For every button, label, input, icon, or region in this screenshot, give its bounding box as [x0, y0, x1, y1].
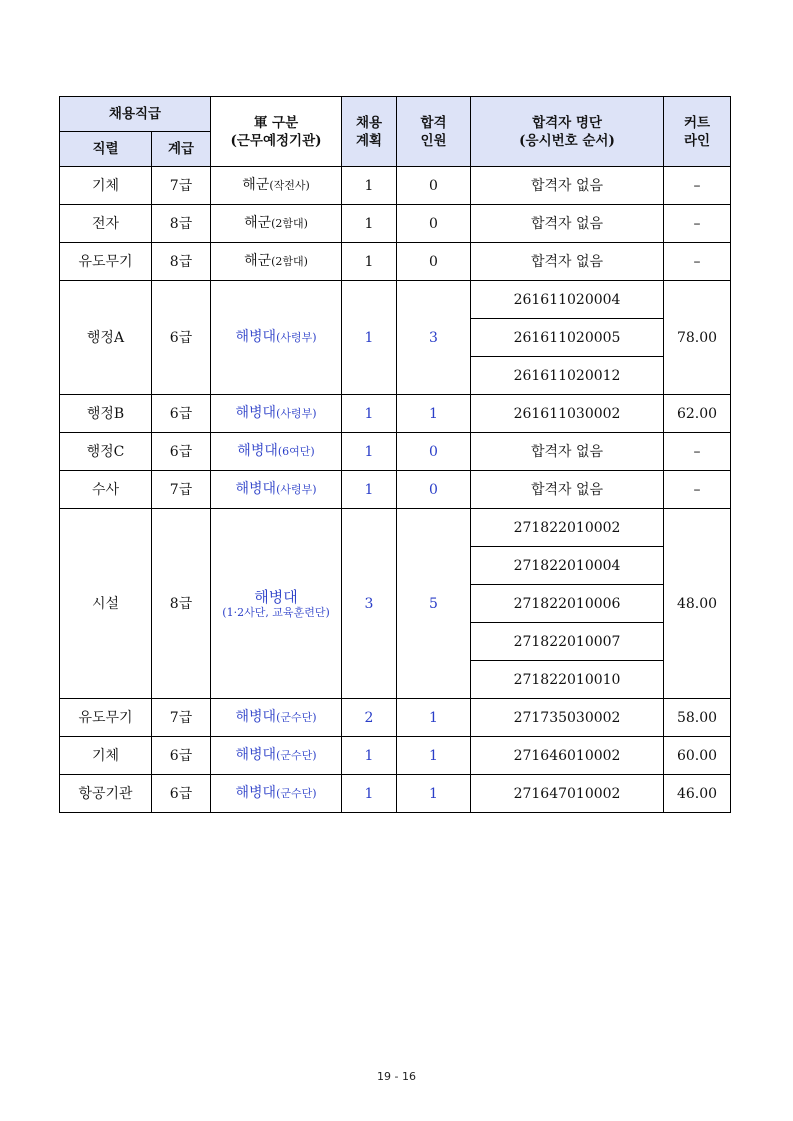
plan-cell: 1: [342, 395, 397, 433]
unit-cell: [211, 699, 342, 737]
unit-name: 해병대: [235, 785, 277, 801]
results-body: [60, 167, 731, 813]
plan-cell: 1: [342, 243, 397, 281]
grade-cell: 8급: [152, 205, 211, 243]
header-military-division-label: 軍 구분: [253, 114, 299, 131]
grade-cell: 6급: [152, 775, 211, 813]
page-number: 19 - 16: [377, 1070, 416, 1083]
table-row: [60, 167, 731, 205]
series-cell: 전자: [60, 205, 152, 243]
cutoff-cell: –: [664, 471, 731, 509]
table-row: [60, 395, 731, 433]
header-hiring-plan-line1: 채용: [355, 114, 383, 131]
table-row: [60, 433, 731, 471]
applicant-id-cell: 271822010010: [471, 661, 664, 699]
unit-detail: (1·2사단, 교육훈련단): [222, 605, 330, 619]
applicant-id-cell: 261611020004: [471, 281, 664, 319]
applicant-id-cell: 271646010002: [471, 737, 664, 775]
applicant-id-cell: 합격자 없음: [471, 433, 664, 471]
unit-name: 해병대: [254, 587, 298, 606]
applicant-id-cell: 합격자 없음: [471, 167, 664, 205]
unit-cell: [211, 205, 342, 243]
header-passed-count-line2: 인원: [420, 132, 447, 149]
plan-cell: 1: [342, 737, 397, 775]
header-cutoff: [664, 97, 731, 167]
passed-cell: 0: [397, 433, 471, 471]
passed-cell: 0: [397, 471, 471, 509]
plan-cell: 2: [342, 699, 397, 737]
unit-detail: (군수단): [276, 787, 317, 800]
unit-cell: [211, 737, 342, 775]
header-cutoff-line1: 커트: [683, 114, 711, 131]
applicant-id-cell: 271822010002: [471, 509, 664, 547]
grade-cell: 6급: [152, 395, 211, 433]
unit-cell: [211, 395, 342, 433]
applicant-id-cell: 합격자 없음: [471, 205, 664, 243]
unit-name: 해병대: [237, 443, 278, 459]
header-hiring-grade: 채용직급: [60, 97, 211, 132]
unit-detail: (작전사): [269, 179, 310, 192]
unit-cell: [211, 509, 342, 699]
table-row: [60, 775, 731, 813]
grade-cell: 6급: [152, 433, 211, 471]
plan-cell: 3: [342, 509, 397, 699]
applicant-id-cell: 합격자 없음: [471, 471, 664, 509]
passed-cell: 1: [397, 699, 471, 737]
plan-cell: 1: [342, 433, 397, 471]
unit-name: 해군: [244, 253, 272, 269]
table-row: [60, 281, 731, 319]
header-military-division-sub: (근무예정기관): [230, 132, 322, 149]
header-hiring-plan-line2: 계획: [355, 132, 383, 149]
table-row: [60, 243, 731, 281]
header-series: 직렬: [60, 132, 152, 167]
unit-cell: [211, 281, 342, 395]
header-cutoff-line2: 라인: [683, 132, 711, 149]
unit-detail: (6여단): [277, 445, 315, 458]
unit-name: 해병대: [235, 747, 277, 763]
unit-name: 해병대: [235, 405, 277, 421]
table-row: [60, 509, 731, 547]
unit-detail: (군수단): [276, 749, 317, 762]
table-row: [60, 205, 731, 243]
results-table: [59, 96, 731, 813]
unit-cell: [211, 471, 342, 509]
passed-cell: 0: [397, 167, 471, 205]
applicant-id-cell: 261611020005: [471, 319, 664, 357]
series-cell: 행정B: [60, 395, 152, 433]
unit-detail: (2함대): [271, 217, 308, 230]
applicant-id-cell: 261611030002: [471, 395, 664, 433]
passed-cell: 1: [397, 395, 471, 433]
cutoff-cell: –: [664, 205, 731, 243]
passed-cell: 0: [397, 243, 471, 281]
unit-detail: (2함대): [271, 255, 308, 268]
passed-cell: 1: [397, 737, 471, 775]
series-cell: 기체: [60, 737, 152, 775]
plan-cell: 1: [342, 775, 397, 813]
cutoff-cell: 62.00: [664, 395, 731, 433]
unit-name: 해병대: [235, 329, 277, 345]
unit-name: 해군: [242, 177, 270, 193]
applicant-id-cell: 합격자 없음: [471, 243, 664, 281]
header-grade: 계급: [152, 132, 211, 167]
cutoff-cell: 78.00: [664, 281, 731, 395]
cutoff-cell: –: [664, 243, 731, 281]
unit-name: 해병대: [235, 709, 277, 725]
cutoff-cell: 60.00: [664, 737, 731, 775]
series-cell: 유도무기: [60, 243, 152, 281]
series-cell: 행정C: [60, 433, 152, 471]
grade-cell: 6급: [152, 281, 211, 395]
applicant-id-cell: 271735030002: [471, 699, 664, 737]
unit-cell: [211, 433, 342, 471]
table-row: [60, 471, 731, 509]
grade-cell: 8급: [152, 509, 211, 699]
header-passed-list-label: 합격자 명단: [532, 114, 602, 131]
passed-cell: 0: [397, 205, 471, 243]
unit-detail: (사령부): [276, 407, 317, 420]
grade-cell: 7급: [152, 471, 211, 509]
passed-cell: 3: [397, 281, 471, 395]
series-cell: 수사: [60, 471, 152, 509]
grade-cell: 7급: [152, 167, 211, 205]
cutoff-cell: –: [664, 167, 731, 205]
series-cell: 항공기관: [60, 775, 152, 813]
cutoff-cell: 58.00: [664, 699, 731, 737]
plan-cell: 1: [342, 167, 397, 205]
header-passed-count: [397, 97, 471, 167]
cutoff-cell: –: [664, 433, 731, 471]
unit-detail: (군수단): [276, 711, 317, 724]
header-passed-list: [471, 97, 664, 167]
series-cell: 시설: [60, 509, 152, 699]
passed-cell: 1: [397, 775, 471, 813]
applicant-id-cell: 271647010002: [471, 775, 664, 813]
unit-detail: (사령부): [276, 331, 317, 344]
unit-cell: [211, 775, 342, 813]
header-hiring-plan: [342, 97, 397, 167]
grade-cell: 7급: [152, 699, 211, 737]
header-passed-count-line1: 합격: [420, 114, 447, 131]
unit-name: 해군: [244, 215, 272, 231]
series-cell: 행정A: [60, 281, 152, 395]
applicant-id-cell: 271822010006: [471, 585, 664, 623]
plan-cell: 1: [342, 205, 397, 243]
unit-name: 해병대: [235, 481, 277, 497]
cutoff-cell: 48.00: [664, 509, 731, 699]
table-row: [60, 737, 731, 775]
series-cell: 기체: [60, 167, 152, 205]
grade-cell: 6급: [152, 737, 211, 775]
header-military-division: [211, 97, 342, 167]
applicant-id-cell: 271822010007: [471, 623, 664, 661]
unit-cell: [211, 243, 342, 281]
unit-cell: [211, 167, 342, 205]
grade-cell: 8급: [152, 243, 211, 281]
series-cell: 유도무기: [60, 699, 152, 737]
unit-detail: (사령부): [276, 483, 317, 496]
applicant-id-cell: 271822010004: [471, 547, 664, 585]
table-row: [60, 699, 731, 737]
cutoff-cell: 46.00: [664, 775, 731, 813]
plan-cell: 1: [342, 281, 397, 395]
plan-cell: 1: [342, 471, 397, 509]
passed-cell: 5: [397, 509, 471, 699]
applicant-id-cell: 261611020012: [471, 357, 664, 395]
header-passed-list-sub: (응시번호 순서): [519, 132, 615, 149]
